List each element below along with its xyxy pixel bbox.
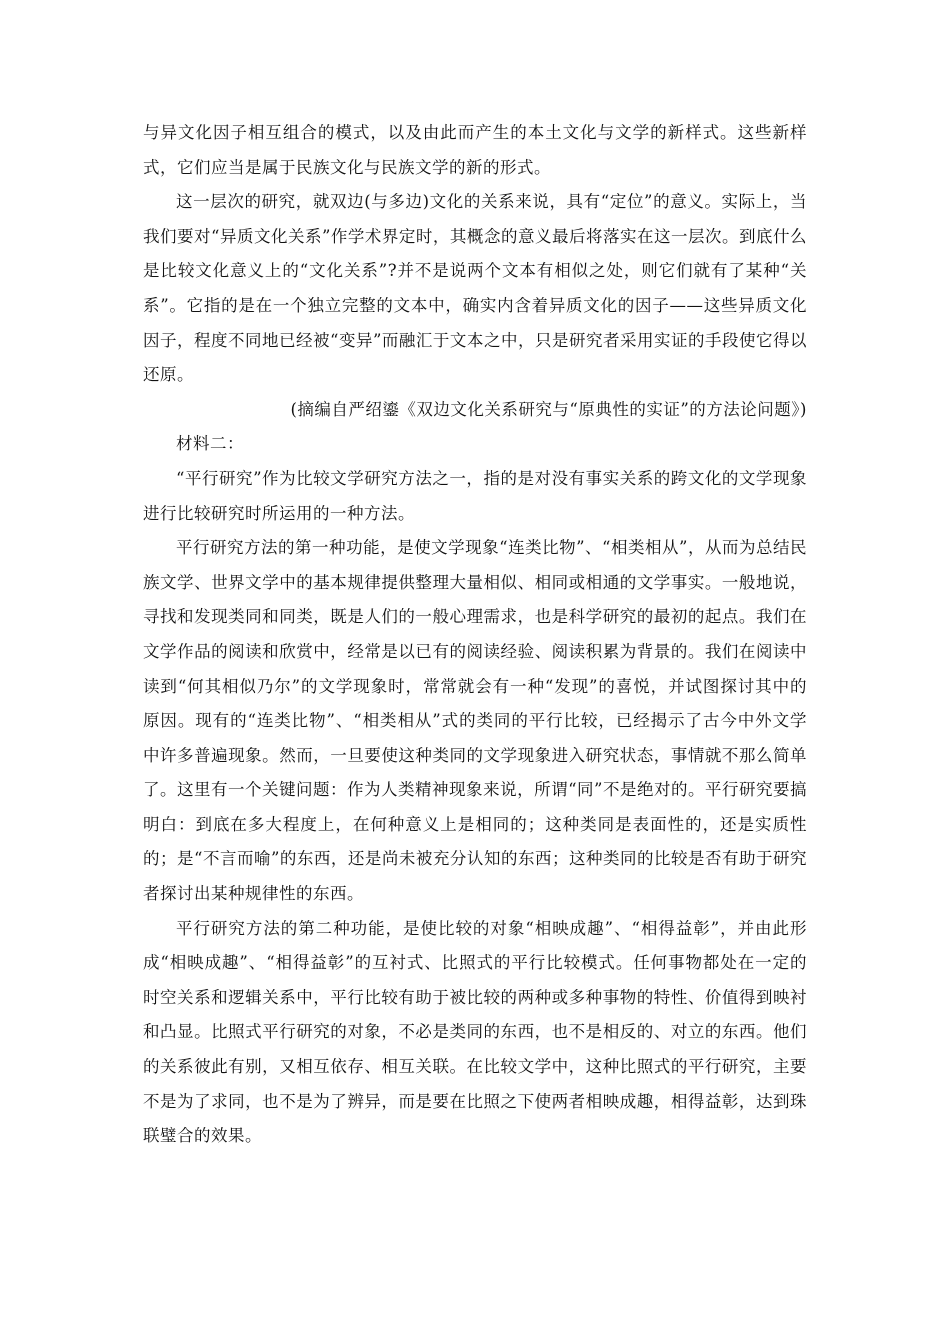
paragraph-cultural-relation: 这一层次的研究，就双边(与多边)文化的关系来说，具有“定位”的意义。实际上，当我们要对“异质文化关系”作学术界定时，其概念的意义最后将落实在这一层次。到底什么是比较文化意义上的“文化关系”?并不是说两个文本有相似之处，则它们就有了某种“关系”。它指的是在一个独立完整的文本中，确实内含着异质文化的因子——这些异质文化因子，程度不同地已经被“变异”而融汇于文本之中，只是研究者采用实证的手段使它得以还原。 — [143, 192, 807, 385]
source-citation: (摘编自严绍鎏《双边文化关系研究与“原典性的实证”的方法论问题》) — [290, 399, 807, 419]
paragraph-second-function: 平行研究方法的第二种功能，是使比较的对象“相映成趣”、“相得益彰”，并由此形成“相映成趣”、“相得益彰”的互衬式、比照式的平行比较模式。任何事物都处在一定的时空关系和逻辑关系中，平行比较有助于被比较的两种或多种事物的特性、价值得到映衬和凸显。比照式平行研究的对象，不必是类同的东西，也不是相反的、对立的东西。他们的关系彼此有别，又相互依存、相互关联。在比较文学中，这种比照式的平行研究，主要不是为了求同，也不是为了辨异，而是要在比照之下使两者相映成趣，相得益彰，达到珠联璧合的效果。 — [143, 918, 807, 1146]
paragraph-parallel-definition: “平行研究”作为比较文学研究方法之一，指的是对没有事实关系的跨文化的文学现象进行比较研究时所运用的一种方法。 — [143, 468, 807, 523]
document-body — [143, 116, 807, 1154]
section-label-material-two: 材料二： — [176, 434, 244, 454]
paragraph-first-function: 平行研究方法的第一种功能，是使文学现象“连类比物”、“相类相从”，从而为总结民族文学、世界文学中的基本规律提供整理大量相似、相同或相通的文学事实。一般地说，寻找和发现类同和同类，既是人们的一般心理需求，也是科学研究的最初的起点。我们在文学作品的阅读和欣赏中，经常是以已有的阅读经验、阅读积累为背景的。我们在阅读中读到“何其相似乃尔”的文学现象时，常常就会有一种“发现”的喜悦，并试图探讨其中的原因。现有的“连类比物”、“相类相从”式的类同的平行比较，已经揭示了古今中外文学中许多普遍现象。然而，一旦要使这种类同的文学现象进入研究状态，事情就不那么简单了。这里有一个关键问题：作为人类精神现象来说，所谓“同”不是绝对的。平行研究要搞明白：到底在多大程度上，在何种意义上是相同的；这种类同是表面性的，还是实质性的；是“不言而喻”的东西，还是尚未被充分认知的东西；这种类同的比较是否有助于研究者探讨出某种规律性的东西。 — [143, 538, 807, 904]
paragraph-continuation: 与异文化因子相互组合的模式，以及由此而产生的本土文化与文学的新样式。这些新样式，它们应当是属于民族文化与民族文学的新的形式。 — [143, 123, 807, 177]
